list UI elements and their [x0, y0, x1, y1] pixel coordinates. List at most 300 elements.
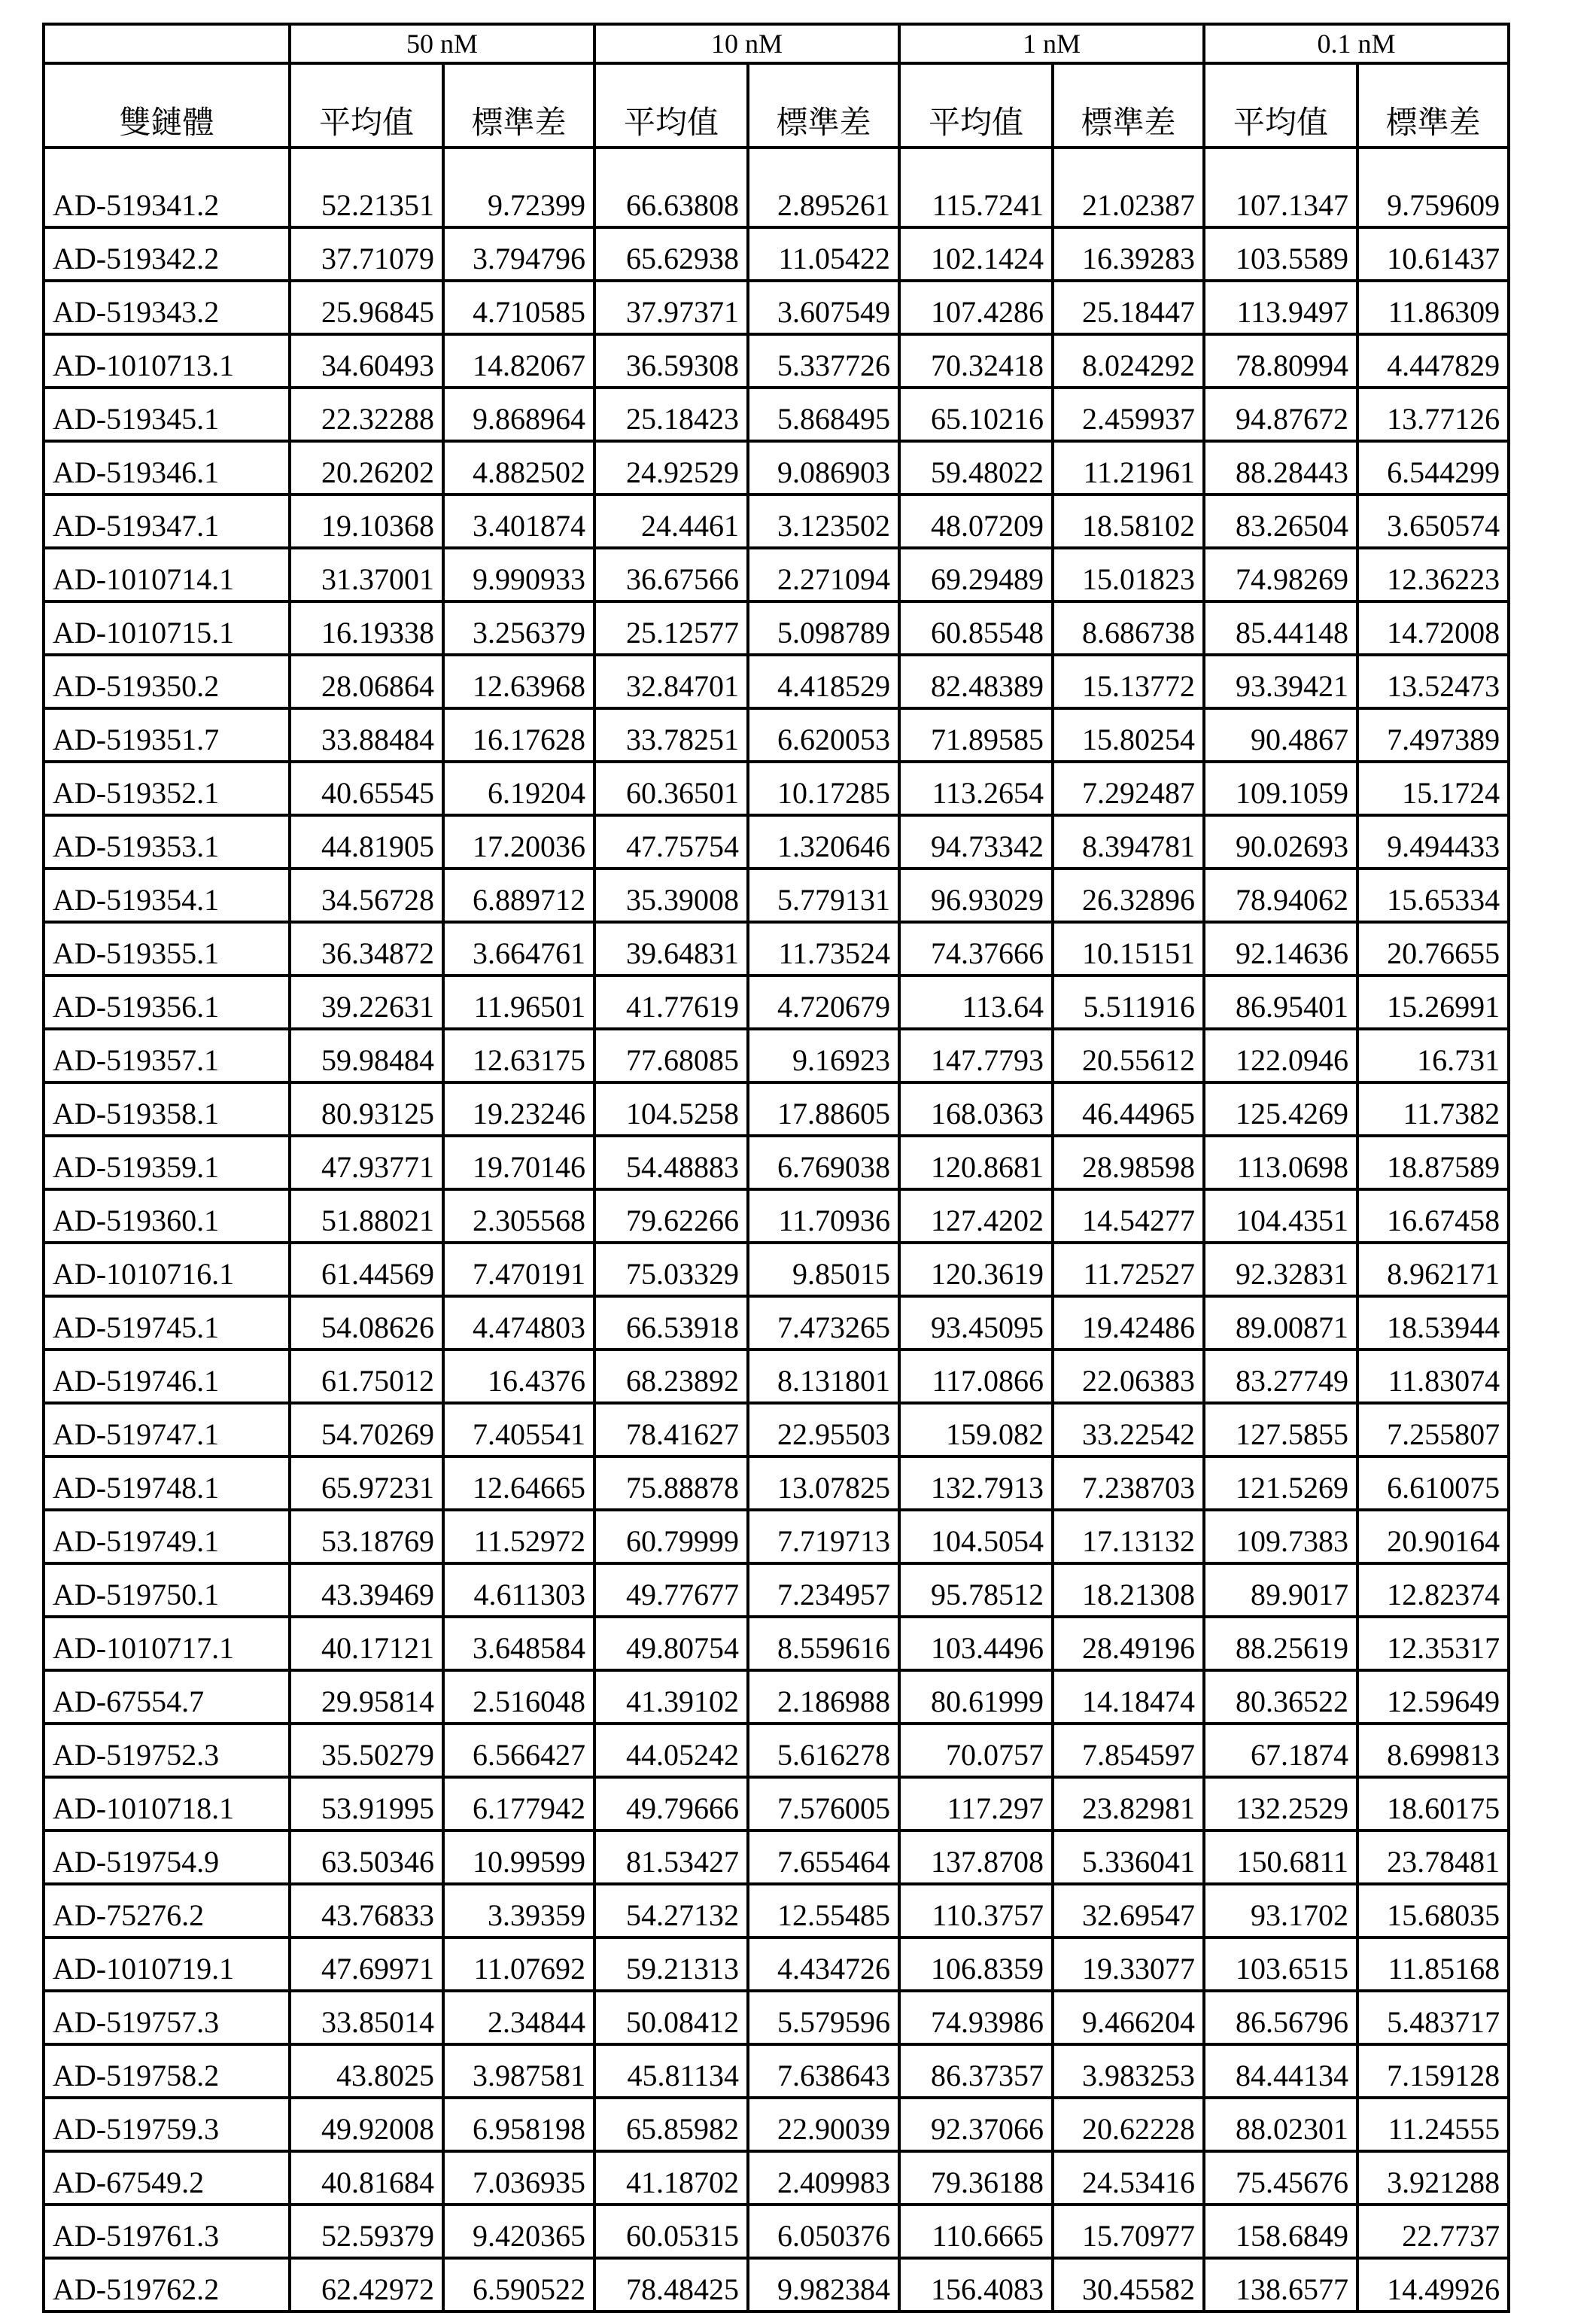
duplex-name-cell: AD-519749.1 [44, 1510, 290, 1563]
table-row [44, 1136, 1509, 1189]
mean-value-cell: 41.77619 [594, 975, 748, 1029]
mean-value-cell: 24.4461 [594, 495, 748, 548]
sd-value-cell: 4.882502 [443, 441, 594, 495]
mean-value-cell: 49.77677 [594, 1563, 748, 1617]
duplex-name-cell: AD-519350.2 [44, 655, 290, 708]
sd-value-cell: 10.61437 [1357, 227, 1509, 281]
sd-value-cell: 22.7737 [1357, 2205, 1509, 2258]
mean-value-cell: 36.34872 [290, 922, 443, 975]
mean-value-cell: 37.97371 [594, 281, 748, 334]
table-row [44, 1510, 1509, 1563]
table-row [44, 869, 1509, 922]
mean-value-cell: 35.39008 [594, 869, 748, 922]
table-row [44, 1937, 1509, 1991]
sd-value-cell: 6.566427 [443, 1724, 594, 1777]
mean-value-cell: 65.62938 [594, 227, 748, 281]
duplex-name-cell: AD-519745.1 [44, 1296, 290, 1350]
mean-value-cell: 20.26202 [290, 441, 443, 495]
mean-value-cell: 33.85014 [290, 1991, 443, 2044]
duplex-name-cell: AD-519355.1 [44, 922, 290, 975]
mean-value-cell: 104.5258 [594, 1082, 748, 1136]
sd-value-cell: 5.579596 [748, 1991, 899, 2044]
mean-value-cell: 52.59379 [290, 2205, 443, 2258]
mean-value-cell: 89.9017 [1204, 1563, 1357, 1617]
table-row [44, 922, 1509, 975]
mean-value-cell: 159.082 [899, 1403, 1053, 1456]
mean-value-cell: 150.6811 [1204, 1831, 1357, 1884]
sd-value-cell: 9.16923 [748, 1029, 899, 1082]
mean-value-cell: 113.0698 [1204, 1136, 1357, 1189]
sd-header: 標準差 [748, 63, 899, 148]
sd-value-cell: 6.610075 [1357, 1456, 1509, 1510]
mean-value-cell: 62.42972 [290, 2258, 443, 2311]
sd-value-cell: 11.07692 [443, 1937, 594, 1991]
table-row [44, 2098, 1509, 2151]
sd-value-cell: 4.418529 [748, 655, 899, 708]
sd-value-cell: 23.78481 [1357, 1831, 1509, 1884]
mean-value-cell: 35.50279 [290, 1724, 443, 1777]
mean-value-cell: 49.92008 [290, 2098, 443, 2151]
sd-value-cell: 11.85168 [1357, 1937, 1509, 1991]
table-row [44, 1296, 1509, 1350]
sd-value-cell: 15.13772 [1053, 655, 1204, 708]
sd-value-cell: 5.483717 [1357, 1991, 1509, 2044]
table-row [44, 1724, 1509, 1777]
mean-value-cell: 74.93986 [899, 1991, 1053, 2044]
sd-value-cell: 4.611303 [443, 1563, 594, 1617]
mean-value-cell: 117.0866 [899, 1350, 1053, 1403]
sd-value-cell: 24.53416 [1053, 2151, 1204, 2205]
sd-value-cell: 2.34844 [443, 1991, 594, 2044]
sd-value-cell: 4.474803 [443, 1296, 594, 1350]
duplex-name-cell: AD-519754.9 [44, 1831, 290, 1884]
sd-value-cell: 2.459937 [1053, 388, 1204, 441]
table-row [44, 1403, 1509, 1456]
mean-value-cell: 40.65545 [290, 762, 443, 815]
duplex-name-cell: AD-519352.1 [44, 762, 290, 815]
table-row [44, 655, 1509, 708]
mean-value-cell: 44.05242 [594, 1724, 748, 1777]
duplex-name-cell: AD-1010718.1 [44, 1777, 290, 1831]
sd-value-cell: 11.70936 [748, 1189, 899, 1243]
sd-value-cell: 3.39359 [443, 1884, 594, 1937]
table-row [44, 1777, 1509, 1831]
sd-value-cell: 13.77126 [1357, 388, 1509, 441]
sd-value-cell: 8.024292 [1053, 334, 1204, 388]
mean-value-cell: 59.98484 [290, 1029, 443, 1082]
mean-value-cell: 113.2654 [899, 762, 1053, 815]
sd-value-cell: 14.72008 [1357, 601, 1509, 655]
mean-value-cell: 51.88021 [290, 1189, 443, 1243]
sd-value-cell: 3.794796 [443, 227, 594, 281]
mean-value-cell: 70.32418 [899, 334, 1053, 388]
mean-value-cell: 39.64831 [594, 922, 748, 975]
sd-value-cell: 8.394781 [1053, 815, 1204, 869]
sd-value-cell: 10.99599 [443, 1831, 594, 1884]
mean-value-cell: 49.80754 [594, 1617, 748, 1670]
duplex-name-cell: AD-1010714.1 [44, 548, 290, 601]
sd-value-cell: 5.616278 [748, 1724, 899, 1777]
sd-value-cell: 4.447829 [1357, 334, 1509, 388]
duplex-name-cell: AD-1010719.1 [44, 1937, 290, 1991]
sd-value-cell: 22.95503 [748, 1403, 899, 1456]
header-0-1nm: 0.1 nM [1204, 24, 1509, 63]
sd-value-cell: 1.320646 [748, 815, 899, 869]
duplex-name-cell: AD-1010713.1 [44, 334, 290, 388]
mean-value-cell: 75.03329 [594, 1243, 748, 1296]
table-row [44, 334, 1509, 388]
mean-value-cell: 66.63808 [594, 148, 748, 227]
mean-value-cell: 60.79999 [594, 1510, 748, 1563]
corner-cell [44, 24, 290, 63]
mean-value-cell: 138.6577 [1204, 2258, 1357, 2311]
sd-value-cell: 6.889712 [443, 869, 594, 922]
sd-value-cell: 7.473265 [748, 1296, 899, 1350]
sd-value-cell: 9.494433 [1357, 815, 1509, 869]
table-row [44, 1456, 1509, 1510]
sd-value-cell: 32.69547 [1053, 1884, 1204, 1937]
table-row [44, 1991, 1509, 2044]
mean-value-cell: 86.37357 [899, 2044, 1053, 2098]
mean-value-cell: 90.4867 [1204, 708, 1357, 762]
mean-value-cell: 88.28443 [1204, 441, 1357, 495]
sd-value-cell: 12.63175 [443, 1029, 594, 1082]
sd-value-cell: 7.638643 [748, 2044, 899, 2098]
header-1nm: 1 nM [899, 24, 1204, 63]
mean-header: 平均值 [290, 63, 443, 148]
mean-value-cell: 53.91995 [290, 1777, 443, 1831]
mean-value-cell: 113.9497 [1204, 281, 1357, 334]
sd-value-cell: 9.72399 [443, 148, 594, 227]
mean-value-cell: 67.1874 [1204, 1724, 1357, 1777]
duplex-name-cell: AD-519347.1 [44, 495, 290, 548]
mean-value-cell: 68.23892 [594, 1350, 748, 1403]
mean-value-cell: 120.8681 [899, 1136, 1053, 1189]
sd-value-cell: 18.53944 [1357, 1296, 1509, 1350]
mean-value-cell: 33.88484 [290, 708, 443, 762]
sd-value-cell: 11.24555 [1357, 2098, 1509, 2151]
mean-value-cell: 59.48022 [899, 441, 1053, 495]
mean-value-cell: 53.18769 [290, 1510, 443, 1563]
mean-value-cell: 36.67566 [594, 548, 748, 601]
mean-value-cell: 40.81684 [290, 2151, 443, 2205]
mean-value-cell: 132.2529 [1204, 1777, 1357, 1831]
table-row [44, 548, 1509, 601]
sd-value-cell: 6.19204 [443, 762, 594, 815]
duplex-name-cell: AD-75276.2 [44, 1884, 290, 1937]
mean-value-cell: 66.53918 [594, 1296, 748, 1350]
duplex-name-cell: AD-519343.2 [44, 281, 290, 334]
sd-value-cell: 46.44965 [1053, 1082, 1204, 1136]
mean-value-cell: 88.02301 [1204, 2098, 1357, 2151]
table-row [44, 1670, 1509, 1724]
sd-value-cell: 18.87589 [1357, 1136, 1509, 1189]
sd-value-cell: 6.177942 [443, 1777, 594, 1831]
sd-value-cell: 5.336041 [1053, 1831, 1204, 1884]
mean-value-cell: 78.48425 [594, 2258, 748, 2311]
mean-value-cell: 32.84701 [594, 655, 748, 708]
duplex-name-cell: AD-519345.1 [44, 388, 290, 441]
duplex-name-cell: AD-519341.2 [44, 148, 290, 227]
mean-value-cell: 110.3757 [899, 1884, 1053, 1937]
mean-value-cell: 45.81134 [594, 2044, 748, 2098]
sd-value-cell: 12.64665 [443, 1456, 594, 1510]
sd-value-cell: 7.854597 [1053, 1724, 1204, 1777]
sd-value-cell: 7.470191 [443, 1243, 594, 1296]
sd-value-cell: 7.292487 [1053, 762, 1204, 815]
duplex-name-cell: AD-519359.1 [44, 1136, 290, 1189]
sd-value-cell: 11.73524 [748, 922, 899, 975]
mean-value-cell: 78.94062 [1204, 869, 1357, 922]
mean-value-cell: 41.39102 [594, 1670, 748, 1724]
sd-value-cell: 15.65334 [1357, 869, 1509, 922]
mean-value-cell: 33.78251 [594, 708, 748, 762]
mean-value-cell: 90.02693 [1204, 815, 1357, 869]
sd-value-cell: 16.39283 [1053, 227, 1204, 281]
sd-value-cell: 6.769038 [748, 1136, 899, 1189]
duplex-name-cell: AD-519342.2 [44, 227, 290, 281]
duplex-name-cell: AD-519748.1 [44, 1456, 290, 1510]
mean-value-cell: 127.5855 [1204, 1403, 1357, 1456]
header-10nm: 10 nM [594, 24, 899, 63]
sd-value-cell: 25.18447 [1053, 281, 1204, 334]
duplex-name-cell: AD-519356.1 [44, 975, 290, 1029]
sd-value-cell: 8.559616 [748, 1617, 899, 1670]
sd-value-cell: 5.779131 [748, 869, 899, 922]
mean-value-cell: 54.48883 [594, 1136, 748, 1189]
sd-value-cell: 8.131801 [748, 1350, 899, 1403]
sd-value-cell: 8.686738 [1053, 601, 1204, 655]
mean-value-cell: 86.95401 [1204, 975, 1357, 1029]
table-row [44, 601, 1509, 655]
mean-value-cell: 40.17121 [290, 1617, 443, 1670]
mean-value-cell: 115.7241 [899, 148, 1053, 227]
mean-value-cell: 113.64 [899, 975, 1053, 1029]
duplex-name-cell: AD-1010717.1 [44, 1617, 290, 1670]
sd-value-cell: 2.409983 [748, 2151, 899, 2205]
sd-value-cell: 26.32896 [1053, 869, 1204, 922]
mean-value-cell: 65.85982 [594, 2098, 748, 2151]
mean-value-cell: 75.88878 [594, 1456, 748, 1510]
mean-value-cell: 41.18702 [594, 2151, 748, 2205]
table-row [44, 975, 1509, 1029]
mean-value-cell: 93.39421 [1204, 655, 1357, 708]
duplex-data-table [42, 23, 1510, 2313]
mean-value-cell: 75.45676 [1204, 2151, 1357, 2205]
sd-value-cell: 3.921288 [1357, 2151, 1509, 2205]
sd-value-cell: 7.255807 [1357, 1403, 1509, 1456]
sd-value-cell: 12.59649 [1357, 1670, 1509, 1724]
mean-value-cell: 19.10368 [290, 495, 443, 548]
sd-value-cell: 14.82067 [443, 334, 594, 388]
sd-value-cell: 19.23246 [443, 1082, 594, 1136]
table-row [44, 441, 1509, 495]
sd-value-cell: 2.516048 [443, 1670, 594, 1724]
mean-value-cell: 109.7383 [1204, 1510, 1357, 1563]
mean-value-cell: 122.0946 [1204, 1029, 1357, 1082]
mean-value-cell: 47.75754 [594, 815, 748, 869]
duplex-name-cell: AD-519353.1 [44, 815, 290, 869]
sd-value-cell: 6.050376 [748, 2205, 899, 2258]
mean-value-cell: 110.6665 [899, 2205, 1053, 2258]
mean-value-cell: 156.4083 [899, 2258, 1053, 2311]
mean-value-cell: 89.00871 [1204, 1296, 1357, 1350]
mean-value-cell: 69.29489 [899, 548, 1053, 601]
mean-value-cell: 43.39469 [290, 1563, 443, 1617]
mean-value-cell: 50.08412 [594, 1991, 748, 2044]
mean-header: 平均值 [899, 63, 1053, 148]
sd-value-cell: 3.256379 [443, 601, 594, 655]
table-row [44, 708, 1509, 762]
sd-value-cell: 17.13132 [1053, 1510, 1204, 1563]
sd-value-cell: 17.20036 [443, 815, 594, 869]
mean-value-cell: 132.7913 [899, 1456, 1053, 1510]
mean-value-cell: 70.0757 [899, 1724, 1053, 1777]
mean-value-cell: 25.12577 [594, 601, 748, 655]
mean-value-cell: 117.297 [899, 1777, 1053, 1831]
mean-value-cell: 61.44569 [290, 1243, 443, 1296]
mean-value-cell: 71.89585 [899, 708, 1053, 762]
mean-value-cell: 52.21351 [290, 148, 443, 227]
mean-value-cell: 85.44148 [1204, 601, 1357, 655]
mean-value-cell: 107.1347 [1204, 148, 1357, 227]
table-row [44, 2151, 1509, 2205]
mean-value-cell: 65.10216 [899, 388, 1053, 441]
sd-value-cell: 7.234957 [748, 1563, 899, 1617]
sd-value-cell: 6.544299 [1357, 441, 1509, 495]
table-row [44, 2258, 1509, 2311]
mean-value-cell: 83.27749 [1204, 1350, 1357, 1403]
mean-value-cell: 44.81905 [290, 815, 443, 869]
mean-value-cell: 49.79666 [594, 1777, 748, 1831]
sd-value-cell: 3.664761 [443, 922, 594, 975]
sd-value-cell: 11.7382 [1357, 1082, 1509, 1136]
sd-value-cell: 9.982384 [748, 2258, 899, 2311]
sd-value-cell: 6.620053 [748, 708, 899, 762]
sd-value-cell: 33.22542 [1053, 1403, 1204, 1456]
sd-value-cell: 3.123502 [748, 495, 899, 548]
sd-value-cell: 22.06383 [1053, 1350, 1204, 1403]
mean-value-cell: 80.61999 [899, 1670, 1053, 1724]
sd-value-cell: 2.186988 [748, 1670, 899, 1724]
mean-value-cell: 65.97231 [290, 1456, 443, 1510]
sd-value-cell: 3.650574 [1357, 495, 1509, 548]
mean-value-cell: 34.60493 [290, 334, 443, 388]
sd-value-cell: 2.305568 [443, 1189, 594, 1243]
mean-value-cell: 81.53427 [594, 1831, 748, 1884]
mean-value-cell: 127.4202 [899, 1189, 1053, 1243]
sd-value-cell: 7.655464 [748, 1831, 899, 1884]
mean-value-cell: 37.71079 [290, 227, 443, 281]
mean-value-cell: 94.87672 [1204, 388, 1357, 441]
sd-value-cell: 12.36223 [1357, 548, 1509, 601]
mean-value-cell: 120.3619 [899, 1243, 1053, 1296]
stat-header-row [44, 63, 1509, 148]
mean-value-cell: 84.44134 [1204, 2044, 1357, 2098]
table-row [44, 2205, 1509, 2258]
duplex-name-cell: AD-519761.3 [44, 2205, 290, 2258]
duplex-name-cell: AD-1010716.1 [44, 1243, 290, 1296]
duplex-column-header: 雙鏈體 [44, 63, 290, 148]
sd-value-cell: 14.54277 [1053, 1189, 1204, 1243]
sd-header: 標準差 [1053, 63, 1204, 148]
mean-value-cell: 22.32288 [290, 388, 443, 441]
mean-value-cell: 16.19338 [290, 601, 443, 655]
mean-value-cell: 82.48389 [899, 655, 1053, 708]
sd-value-cell: 2.271094 [748, 548, 899, 601]
mean-value-cell: 103.5589 [1204, 227, 1357, 281]
mean-value-cell: 168.0363 [899, 1082, 1053, 1136]
mean-value-cell: 158.6849 [1204, 2205, 1357, 2258]
sd-value-cell: 4.720679 [748, 975, 899, 1029]
sd-value-cell: 20.62228 [1053, 2098, 1204, 2151]
sd-value-cell: 19.70146 [443, 1136, 594, 1189]
mean-value-cell: 78.41627 [594, 1403, 748, 1456]
mean-value-cell: 61.75012 [290, 1350, 443, 1403]
table-row [44, 1563, 1509, 1617]
mean-header: 平均值 [594, 63, 748, 148]
duplex-name-cell: AD-519747.1 [44, 1403, 290, 1456]
mean-value-cell: 104.4351 [1204, 1189, 1357, 1243]
table-row [44, 1831, 1509, 1884]
duplex-name-cell: AD-1010715.1 [44, 601, 290, 655]
duplex-name-cell: AD-519358.1 [44, 1082, 290, 1136]
duplex-name-cell: AD-67554.7 [44, 1670, 290, 1724]
mean-value-cell: 93.45095 [899, 1296, 1053, 1350]
mean-value-cell: 74.98269 [1204, 548, 1357, 601]
sd-value-cell: 11.72527 [1053, 1243, 1204, 1296]
sd-value-cell: 3.401874 [443, 495, 594, 548]
mean-value-cell: 60.36501 [594, 762, 748, 815]
duplex-name-cell: AD-519762.2 [44, 2258, 290, 2311]
sd-value-cell: 5.511916 [1053, 975, 1204, 1029]
mean-value-cell: 34.56728 [290, 869, 443, 922]
table-row [44, 1617, 1509, 1670]
sd-value-cell: 11.52972 [443, 1510, 594, 1563]
mean-value-cell: 63.50346 [290, 1831, 443, 1884]
mean-value-cell: 103.6515 [1204, 1937, 1357, 1991]
sd-value-cell: 10.15151 [1053, 922, 1204, 975]
mean-value-cell: 29.95814 [290, 1670, 443, 1724]
concentration-header-row [44, 24, 1509, 63]
sd-value-cell: 7.576005 [748, 1777, 899, 1831]
sd-value-cell: 3.648584 [443, 1617, 594, 1670]
sd-value-cell: 11.83074 [1357, 1350, 1509, 1403]
sd-value-cell: 7.497389 [1357, 708, 1509, 762]
sd-value-cell: 3.987581 [443, 2044, 594, 2098]
sd-value-cell: 18.60175 [1357, 1777, 1509, 1831]
mean-value-cell: 93.1702 [1204, 1884, 1357, 1937]
table-row [44, 388, 1509, 441]
sd-value-cell: 15.1724 [1357, 762, 1509, 815]
sd-value-cell: 12.63968 [443, 655, 594, 708]
sd-value-cell: 9.466204 [1053, 1991, 1204, 2044]
sd-value-cell: 7.719713 [748, 1510, 899, 1563]
table-row [44, 227, 1509, 281]
duplex-name-cell: AD-519757.3 [44, 1991, 290, 2044]
mean-value-cell: 86.56796 [1204, 1991, 1357, 2044]
sd-value-cell: 22.90039 [748, 2098, 899, 2151]
mean-value-cell: 54.08626 [290, 1296, 443, 1350]
sd-value-cell: 15.68035 [1357, 1884, 1509, 1937]
sd-value-cell: 11.05422 [748, 227, 899, 281]
mean-value-cell: 43.76833 [290, 1884, 443, 1937]
sd-value-cell: 5.868495 [748, 388, 899, 441]
mean-value-cell: 94.73342 [899, 815, 1053, 869]
duplex-name-cell: AD-519758.2 [44, 2044, 290, 2098]
mean-header: 平均值 [1204, 63, 1357, 148]
sd-value-cell: 6.590522 [443, 2258, 594, 2311]
